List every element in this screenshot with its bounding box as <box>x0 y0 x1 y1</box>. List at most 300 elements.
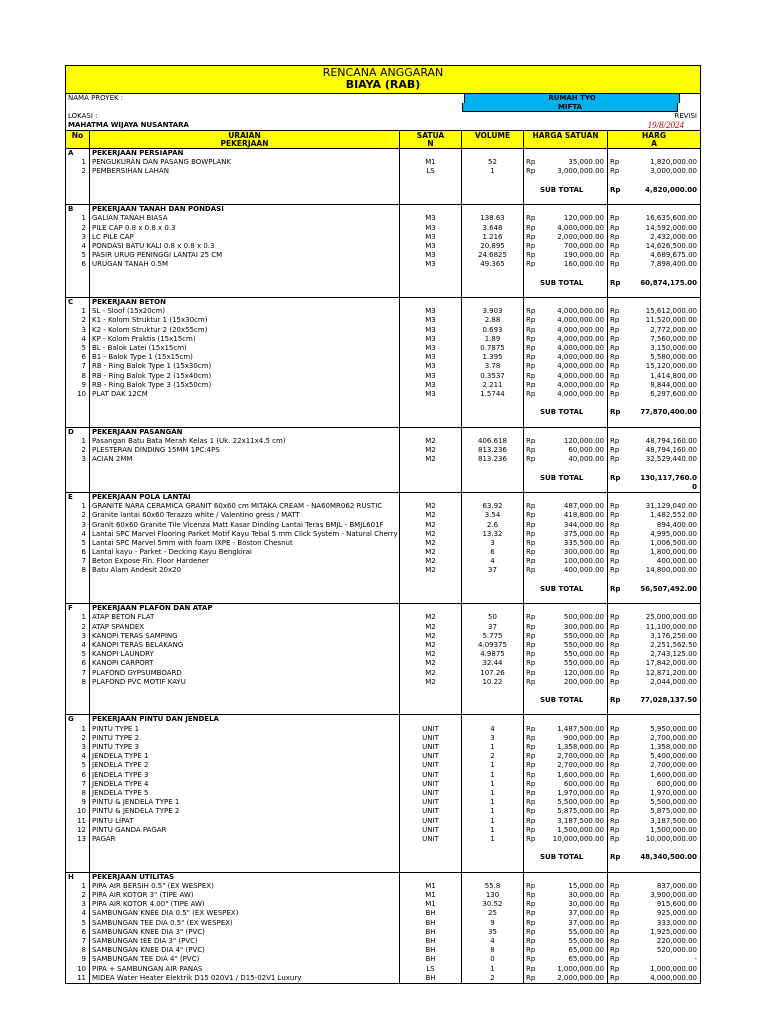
item-no: 8 <box>66 678 90 687</box>
subtotal-row <box>66 585 700 594</box>
item-description: JENDELA TYPE 1 <box>90 752 400 761</box>
volume-cell <box>462 399 524 408</box>
rp-label: Rp <box>610 807 620 816</box>
rp-label: Rp <box>526 511 536 520</box>
harga-satuan-cell <box>540 604 608 613</box>
item-unit-price: 5,875,000.00 <box>540 807 608 816</box>
rp-label: Rp <box>526 613 536 622</box>
item-volume: 4 <box>462 557 524 566</box>
rp-cell <box>608 715 626 724</box>
satuan-cell <box>400 696 462 705</box>
rp-label: Rp <box>610 307 620 316</box>
rp-cell <box>524 483 540 492</box>
rp-cell <box>524 873 540 882</box>
satuan-cell <box>400 269 462 278</box>
title-block <box>66 66 700 94</box>
table-row <box>66 455 700 464</box>
rp-cell <box>524 408 540 417</box>
subtotal-label: SUB TOTAL <box>540 696 608 705</box>
item-total: 10,000,000.00 <box>645 834 697 843</box>
section-name: PEKERJAAN PINTU DAN JENDELA <box>90 715 400 724</box>
volume-cell <box>462 594 524 603</box>
item-unit-price: 35,000.00 <box>540 158 608 167</box>
item-no: 1 <box>66 502 90 511</box>
item-description: Granit 60x60 Granite Tile Vicenza Matt Kasar Dinding Lantai Teras BMJL - BMJL601F <box>90 521 400 530</box>
item-unit: M2 <box>400 669 462 678</box>
item-unit: UNIT <box>400 761 462 770</box>
rp-label: Rp <box>610 566 620 575</box>
rp-label: Rp <box>526 566 536 575</box>
rp-label: Rp <box>610 631 620 640</box>
item-unit-price: 550,000.00 <box>540 659 608 668</box>
subtotal-value: 77,870,400.00 <box>640 408 697 417</box>
header-satuan: SATUA N <box>400 131 462 148</box>
item-total: 48,794,160.00 <box>645 436 697 445</box>
item-volume: 13.32 <box>462 530 524 539</box>
item-unit-price: 120,000.00 <box>540 437 608 446</box>
satuan-cell <box>400 862 462 871</box>
uraian-cell <box>90 576 400 585</box>
harga-cell <box>626 873 700 882</box>
harga-cell <box>626 428 700 437</box>
item-unit: M2 <box>400 632 462 641</box>
item-total: 3,187,500.00 <box>650 816 697 825</box>
table-row <box>66 557 700 566</box>
item-unit: M3 <box>400 344 462 353</box>
item-total: 1,820,000.00 <box>650 158 697 167</box>
volume-cell <box>462 862 524 871</box>
rp-label: Rp <box>526 241 536 250</box>
table-row <box>66 974 700 983</box>
item-total: 6,297,600.00 <box>650 389 697 398</box>
rp-label: Rp <box>610 696 621 705</box>
item-description: RB - Ring Balok Type 1 (15x30cm) <box>90 362 400 371</box>
rp-label: Rp <box>526 724 536 733</box>
info-row-lokasi <box>66 112 700 121</box>
uraian-cell <box>90 483 400 492</box>
item-unit: M3 <box>400 335 462 344</box>
rp-label: Rp <box>610 733 620 742</box>
item-no: 10 <box>66 390 90 399</box>
item-total: 1,006,500.00 <box>650 538 697 547</box>
harga-cell <box>626 594 700 603</box>
item-unit: M2 <box>400 557 462 566</box>
uraian-cell <box>90 279 400 288</box>
item-total: 2,772,000.00 <box>650 325 697 334</box>
rp-cell <box>608 483 626 492</box>
item-unit: M3 <box>400 381 462 390</box>
rp-label: Rp <box>526 881 536 890</box>
item-unit-price: 4,000,000.00 <box>540 362 608 371</box>
table-row <box>66 807 700 816</box>
harga-satuan-cell <box>540 298 608 307</box>
item-no: 2 <box>66 167 90 176</box>
item-volume: 813.236 <box>462 446 524 455</box>
subtotal-label: SUB TOTAL <box>540 474 608 483</box>
rp-label: Rp <box>526 436 536 445</box>
date-value: 19/8/2024 <box>647 120 684 130</box>
rp-label: Rp <box>610 825 620 834</box>
rp-label: Rp <box>610 955 620 964</box>
item-unit-price: 55,000.00 <box>540 928 608 937</box>
table-row <box>66 669 700 678</box>
rp-cell <box>524 594 540 603</box>
section-letter: H <box>66 873 90 882</box>
rp-label: Rp <box>610 918 620 927</box>
title-line-1: RENCANA ANGGARAN <box>322 66 444 79</box>
item-total: 3,900,000.00 <box>650 891 697 899</box>
satuan-cell <box>400 585 462 594</box>
harga-cell <box>626 399 700 408</box>
item-total: 5,950,000.00 <box>650 724 697 733</box>
item-volume: 3.78 <box>462 362 524 371</box>
item-description: MIDEA Water Heater Elektrik D15 020V1 / D15-02V1 Luxury <box>90 974 400 983</box>
item-total: 11,520,000.00 <box>645 316 697 325</box>
harga-cell <box>626 604 700 613</box>
satuan-cell <box>400 844 462 853</box>
table-row <box>66 530 700 539</box>
table-row <box>66 919 700 928</box>
rp-cell <box>608 862 626 871</box>
table-row <box>66 233 700 242</box>
rp-label: Rp <box>526 650 536 659</box>
item-unit: M2 <box>400 539 462 548</box>
item-unit: UNIT <box>400 826 462 835</box>
item-total: 3,176,250.00 <box>650 631 697 640</box>
satuan-cell <box>400 288 462 297</box>
item-unit-price: 4,000,000.00 <box>540 372 608 381</box>
rp-label: Rp <box>610 724 620 733</box>
item-unit: M2 <box>400 446 462 455</box>
item-no: 1 <box>66 214 90 223</box>
item-no: 3 <box>66 743 90 752</box>
volume-cell <box>462 408 524 417</box>
item-volume: 0.693 <box>462 326 524 335</box>
item-description: GRANITE NARA CERAMICA GRANIT 60x60 cm MITAKA CREAM - NA60MR062 RUSTIC <box>90 502 400 511</box>
item-volume: 406.618 <box>462 437 524 446</box>
item-description: GALIAN TANAH BIASA <box>90 214 400 223</box>
item-total: 400,000.00 <box>656 557 697 566</box>
section-header-row <box>66 603 700 613</box>
item-unit: BH <box>400 919 462 928</box>
rp-cell <box>524 177 540 186</box>
harga-satuan-cell <box>540 594 608 603</box>
rp-cell <box>524 149 540 158</box>
section-name: PEKERJAAN BETON <box>90 298 400 307</box>
subtotal-value-cont: 0 <box>692 482 697 491</box>
rp-label: Rp <box>526 325 536 334</box>
item-unit: M2 <box>400 623 462 632</box>
rp-label: Rp <box>610 325 620 334</box>
revisi-label: REVISI <box>674 112 697 120</box>
item-total: 48,794,160.00 <box>645 446 697 454</box>
item-no: 9 <box>66 798 90 807</box>
harga-satuan-cell <box>540 417 608 426</box>
rp-label: Rp <box>610 316 620 325</box>
rp-label: Rp <box>610 743 620 751</box>
rp-label: Rp <box>610 640 620 649</box>
item-unit-price: 550,000.00 <box>540 641 608 650</box>
satuan-cell <box>400 483 462 492</box>
item-description: PENGUKURAN DAN PASANG BOWPLANK <box>90 158 400 167</box>
rp-cell <box>608 576 626 585</box>
no-cell <box>66 186 90 195</box>
rp-label: Rp <box>610 622 620 631</box>
item-unit-price: 335,500.00 <box>540 539 608 548</box>
item-unit: BH <box>400 955 462 964</box>
item-total: 5,580,000.00 <box>650 353 697 362</box>
rp-label: Rp <box>610 834 620 843</box>
item-description: PLAT DAK 12CM <box>90 390 400 399</box>
item-no: 8 <box>66 372 90 381</box>
rp-label: Rp <box>526 659 536 668</box>
rp-label: Rp <box>610 380 620 389</box>
no-cell <box>66 862 90 871</box>
rp-label: Rp <box>610 798 620 807</box>
harga-satuan-cell <box>540 493 608 502</box>
satuan-cell <box>400 195 462 204</box>
item-unit-price: 15,000.00 <box>540 882 608 891</box>
item-no: 6 <box>66 260 90 269</box>
item-no: 5 <box>66 650 90 659</box>
rp-label: Rp <box>526 631 536 640</box>
subtotal-row <box>66 474 700 483</box>
table-row <box>66 335 700 344</box>
blank-row <box>66 177 700 186</box>
no-cell <box>66 705 90 714</box>
table-row <box>66 167 700 176</box>
rp-label: Rp <box>610 964 620 973</box>
item-description: PINTU GANDA PAGAR <box>90 826 400 835</box>
item-description: PIPA AIR KOTOR 3" (TIPE AW) <box>90 891 400 900</box>
harga-satuan-cell <box>540 428 608 437</box>
table-row <box>66 789 700 798</box>
item-unit-price: 160,000.00 <box>540 260 608 269</box>
item-volume: 0 <box>462 955 524 964</box>
item-total: 2,044,000.00 <box>650 677 697 686</box>
item-unit-price: 4,000,000.00 <box>540 381 608 390</box>
uraian-cell <box>90 464 400 473</box>
item-unit: UNIT <box>400 780 462 789</box>
rp-cell <box>524 715 540 724</box>
item-unit: UNIT <box>400 752 462 761</box>
subtotal-value: 77,028,137.50 <box>640 696 697 705</box>
item-volume: 2.88 <box>462 316 524 325</box>
item-total: 220,000.00 <box>656 936 697 945</box>
rp-label: Rp <box>610 788 620 797</box>
uraian-cell <box>90 186 400 195</box>
item-no: 7 <box>66 557 90 566</box>
item-volume: 813.236 <box>462 455 524 464</box>
item-description: PLESTERAN DINDING 15MM 1PC:4PS <box>90 446 400 455</box>
item-description: ATAP BETON FLAT <box>90 613 400 622</box>
item-description: SAMBUNGAN tEE DIA 3" (PVC) <box>90 937 400 946</box>
item-unit-price: 500,000.00 <box>540 613 608 622</box>
item-unit-price: 30,000.00 <box>540 900 608 909</box>
satuan-cell <box>400 873 462 882</box>
rp-label: Rp <box>526 362 536 371</box>
item-unit-price: 100,000.00 <box>540 557 608 566</box>
rp-label: Rp <box>526 770 536 779</box>
item-description: KANOPI TERAS SAMPING <box>90 632 400 641</box>
rp-label: Rp <box>526 232 536 241</box>
item-unit: BH <box>400 974 462 983</box>
table-row <box>66 613 700 622</box>
item-total: 32,529,440.00 <box>645 455 697 464</box>
section-header-row <box>66 149 700 158</box>
rp-label: Rp <box>610 362 620 371</box>
volume-cell <box>462 873 524 882</box>
item-unit-price: 4,000,000.00 <box>540 335 608 344</box>
rp-label: Rp <box>610 241 620 250</box>
item-volume: 130 <box>462 891 524 900</box>
item-volume: 9 <box>462 919 524 928</box>
rp-label: Rp <box>526 371 536 380</box>
rp-label: Rp <box>610 185 621 194</box>
item-unit: M3 <box>400 353 462 362</box>
table-row <box>66 214 700 223</box>
rp-label: Rp <box>526 798 536 807</box>
item-volume: 24.6825 <box>462 251 524 260</box>
item-description: SAMBUNGAN TEE DIA 0.5" (EX WESPEX) <box>90 919 400 928</box>
section-header-row <box>66 714 700 724</box>
item-unit: M2 <box>400 613 462 622</box>
rp-cell <box>608 288 626 297</box>
item-unit-price: 2,000,000.00 <box>540 233 608 242</box>
rp-cell <box>608 205 626 214</box>
rp-cell <box>524 705 540 714</box>
no-cell <box>66 279 90 288</box>
item-unit: M2 <box>400 678 462 687</box>
section-letter: D <box>66 428 90 437</box>
item-no: 3 <box>66 455 90 464</box>
rp-label: Rp <box>526 761 536 770</box>
item-total: 1,000,000.00 <box>650 964 697 973</box>
item-volume: 1 <box>462 817 524 826</box>
header-harga: HARG A <box>641 131 666 148</box>
item-description: PINTU LIPAT <box>90 817 400 826</box>
table-row <box>66 725 700 734</box>
subtotal-value: 4,820,000.00 <box>645 185 697 194</box>
rp-cell <box>524 853 540 862</box>
rp-cell <box>524 464 540 473</box>
item-volume: 1 <box>462 771 524 780</box>
item-description: PIPA AIR BERSIH 0.5" (EX WESPEX) <box>90 882 400 891</box>
harga-satuan-cell <box>540 195 608 204</box>
item-unit-price: 30,000.00 <box>540 891 608 900</box>
item-no: 5 <box>66 761 90 770</box>
item-volume: 1 <box>462 798 524 807</box>
table-row <box>66 771 700 780</box>
satuan-cell <box>400 493 462 502</box>
item-no: 4 <box>66 909 90 918</box>
item-unit: M1 <box>400 882 462 891</box>
satuan-cell <box>400 417 462 426</box>
rp-cell <box>608 873 626 882</box>
item-volume: 37 <box>462 566 524 575</box>
uraian-cell <box>90 417 400 426</box>
item-unit-price: 400,000.00 <box>540 566 608 575</box>
table-row <box>66 761 700 770</box>
rp-label: Rp <box>526 640 536 649</box>
uraian-cell <box>90 177 400 186</box>
volume-cell <box>462 269 524 278</box>
rp-label: Rp <box>610 529 620 538</box>
rp-label: Rp <box>610 158 620 167</box>
item-description: Beton Expose Fin. Floor Hardener <box>90 557 400 566</box>
harga-cell <box>626 298 700 307</box>
item-volume: 4.9875 <box>462 650 524 659</box>
table-row <box>66 752 700 761</box>
rp-label: Rp <box>610 946 620 955</box>
volume-cell <box>462 715 524 724</box>
table-row <box>66 307 700 316</box>
satuan-cell <box>400 687 462 696</box>
item-no: 7 <box>66 937 90 946</box>
uraian-cell <box>90 853 400 862</box>
item-total: 2,700,000.00 <box>650 761 697 770</box>
table-row <box>66 743 700 752</box>
info-row-company <box>66 121 700 130</box>
item-unit-price: 65,000.00 <box>540 946 608 955</box>
no-cell <box>66 269 90 278</box>
rp-cell <box>524 298 540 307</box>
header-no: No <box>66 131 90 148</box>
rp-cell <box>608 269 626 278</box>
item-volume: 63.92 <box>462 502 524 511</box>
item-no: 4 <box>66 641 90 650</box>
item-unit-price: 487,000.00 <box>540 502 608 511</box>
item-volume: 1 <box>462 807 524 816</box>
rp-label: Rp <box>526 743 536 751</box>
harga-satuan-cell <box>540 177 608 186</box>
table-row <box>66 659 700 668</box>
rp-label: Rp <box>526 825 536 834</box>
volume-cell <box>462 844 524 853</box>
table-row <box>66 502 700 511</box>
satuan-cell <box>400 604 462 613</box>
item-total: 8,844,000.00 <box>650 380 697 389</box>
no-cell <box>66 483 90 492</box>
item-total: 16,635,600.00 <box>645 214 697 223</box>
rp-label: Rp <box>610 334 620 343</box>
item-unit: UNIT <box>400 734 462 743</box>
item-unit: M3 <box>400 390 462 399</box>
rp-label: Rp <box>526 343 536 352</box>
section-letter: C <box>66 298 90 307</box>
volume-cell <box>462 493 524 502</box>
satuan-cell <box>400 464 462 473</box>
item-volume: 2.211 <box>462 381 524 390</box>
item-no: 6 <box>66 659 90 668</box>
item-unit: M2 <box>400 650 462 659</box>
item-total: 5,500,000.00 <box>650 798 697 807</box>
item-unit-price: 1,500,000.00 <box>540 826 608 835</box>
section-header-row <box>66 297 700 307</box>
harga-cell <box>626 205 700 214</box>
title-line-2: BIAYA (RAB) <box>345 78 421 91</box>
item-no: 3 <box>66 521 90 530</box>
harga-satuan-cell <box>540 464 608 473</box>
rp-label: Rp <box>610 816 620 825</box>
subtotal-label: SUB TOTAL <box>540 853 608 862</box>
harga-cell <box>626 862 700 871</box>
satuan-cell <box>400 576 462 585</box>
item-volume: 4 <box>462 725 524 734</box>
nama-proyek-label: NAMA PROYEK : <box>68 94 124 102</box>
subtotal-row <box>66 186 700 195</box>
rp-label: Rp <box>526 927 536 936</box>
